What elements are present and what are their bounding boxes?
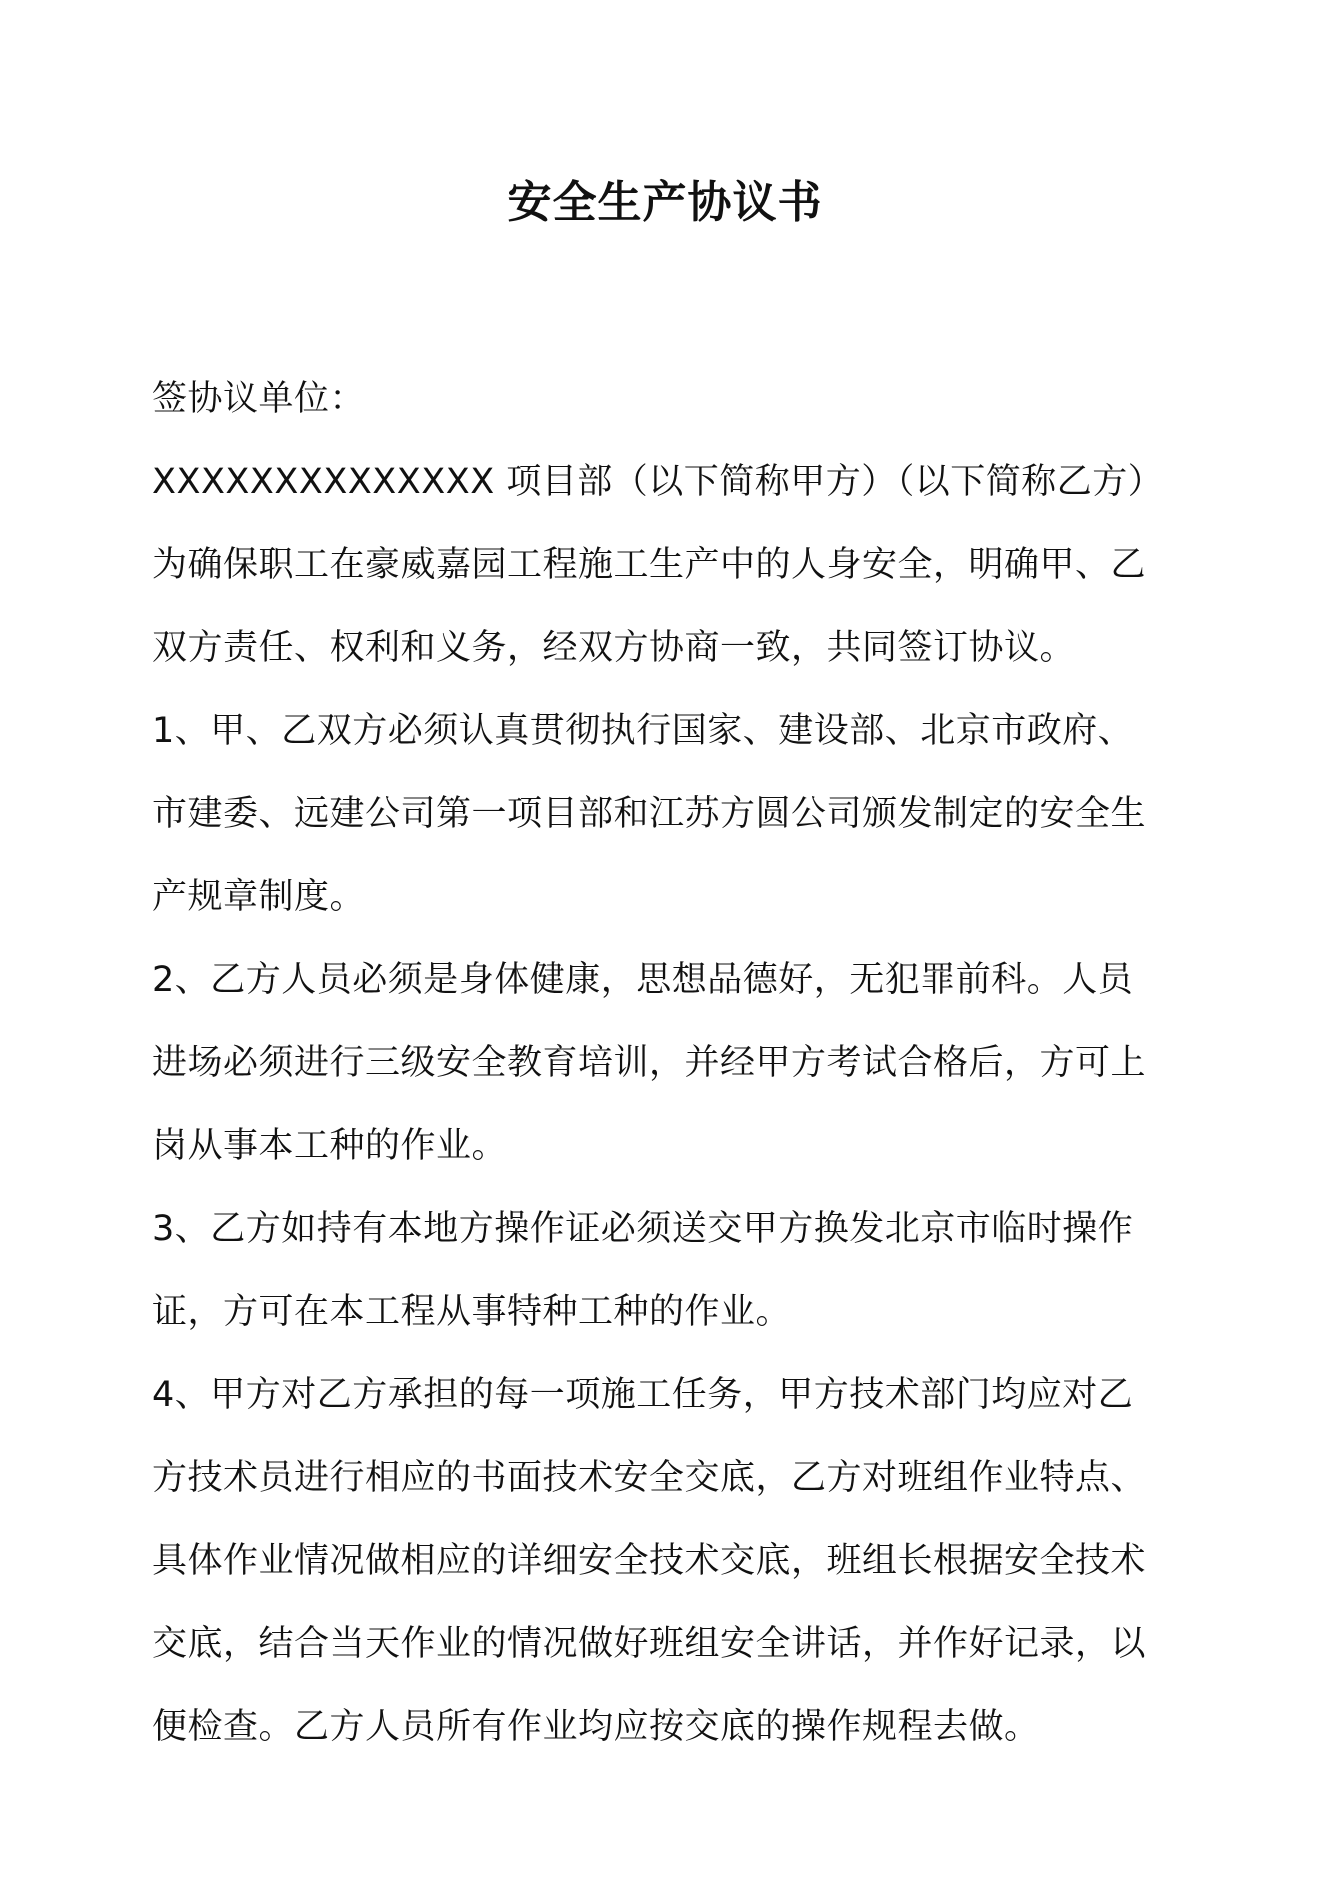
clause-1-line-2: 市建委、远建公司第一项目部和江苏方圆公司颁发制定的安全生 (152, 794, 1147, 834)
parties-line: XXXXXXXXXXXXXX 项目部（以下简称甲方）（以下简称乙方） (152, 462, 1164, 502)
preamble-line-2: 双方责任、权利和义务，经双方协商一致，共同签订协议。 (152, 628, 1076, 668)
clause-4-line-4: 交底，结合当天作业的情况做好班组安全讲话，并作好记录，以 (152, 1624, 1147, 1664)
signing-parties-label: 签协议单位： (152, 379, 366, 419)
clause-1-line-3: 产规章制度。 (152, 877, 366, 917)
document-title: 安全生产协议书 (507, 177, 823, 228)
clause-4-line-1: 4、甲方对乙方承担的每一项施工任务，甲方技术部门均应对乙 (152, 1375, 1134, 1415)
clause-4-line-5: 便检查。乙方人员所有作业均应按交底的操作规程去做。 (152, 1707, 1040, 1747)
document-body (152, 358, 1180, 1769)
clause-1-line-1: 1、甲、乙双方必须认真贯彻执行国家、建设部、北京市政府、 (152, 711, 1134, 751)
clause-3-line-1: 3、乙方如持有本地方操作证必须送交甲方换发北京市临时操作 (152, 1209, 1134, 1249)
clause-4-line-2: 方技术员进行相应的书面技术安全交底，乙方对班组作业特点、 (152, 1458, 1147, 1498)
preamble-line-1: 为确保职工在豪威嘉园工程施工生产中的人身安全，明确甲、乙 (152, 545, 1147, 585)
clause-3-line-2: 证，方可在本工程从事特种工种的作业。 (152, 1292, 792, 1332)
clause-4-line-3: 具体作业情况做相应的详细安全技术交底，班组长根据安全技术 (152, 1541, 1147, 1581)
clause-2-line-2: 进场必须进行三级安全教育培训，并经甲方考试合格后，方可上 (152, 1043, 1147, 1083)
clause-2-line-3: 岗从事本工种的作业。 (152, 1126, 508, 1166)
clause-2-line-1: 2、乙方人员必须是身体健康，思想品德好，无犯罪前科。人员 (152, 960, 1134, 1000)
